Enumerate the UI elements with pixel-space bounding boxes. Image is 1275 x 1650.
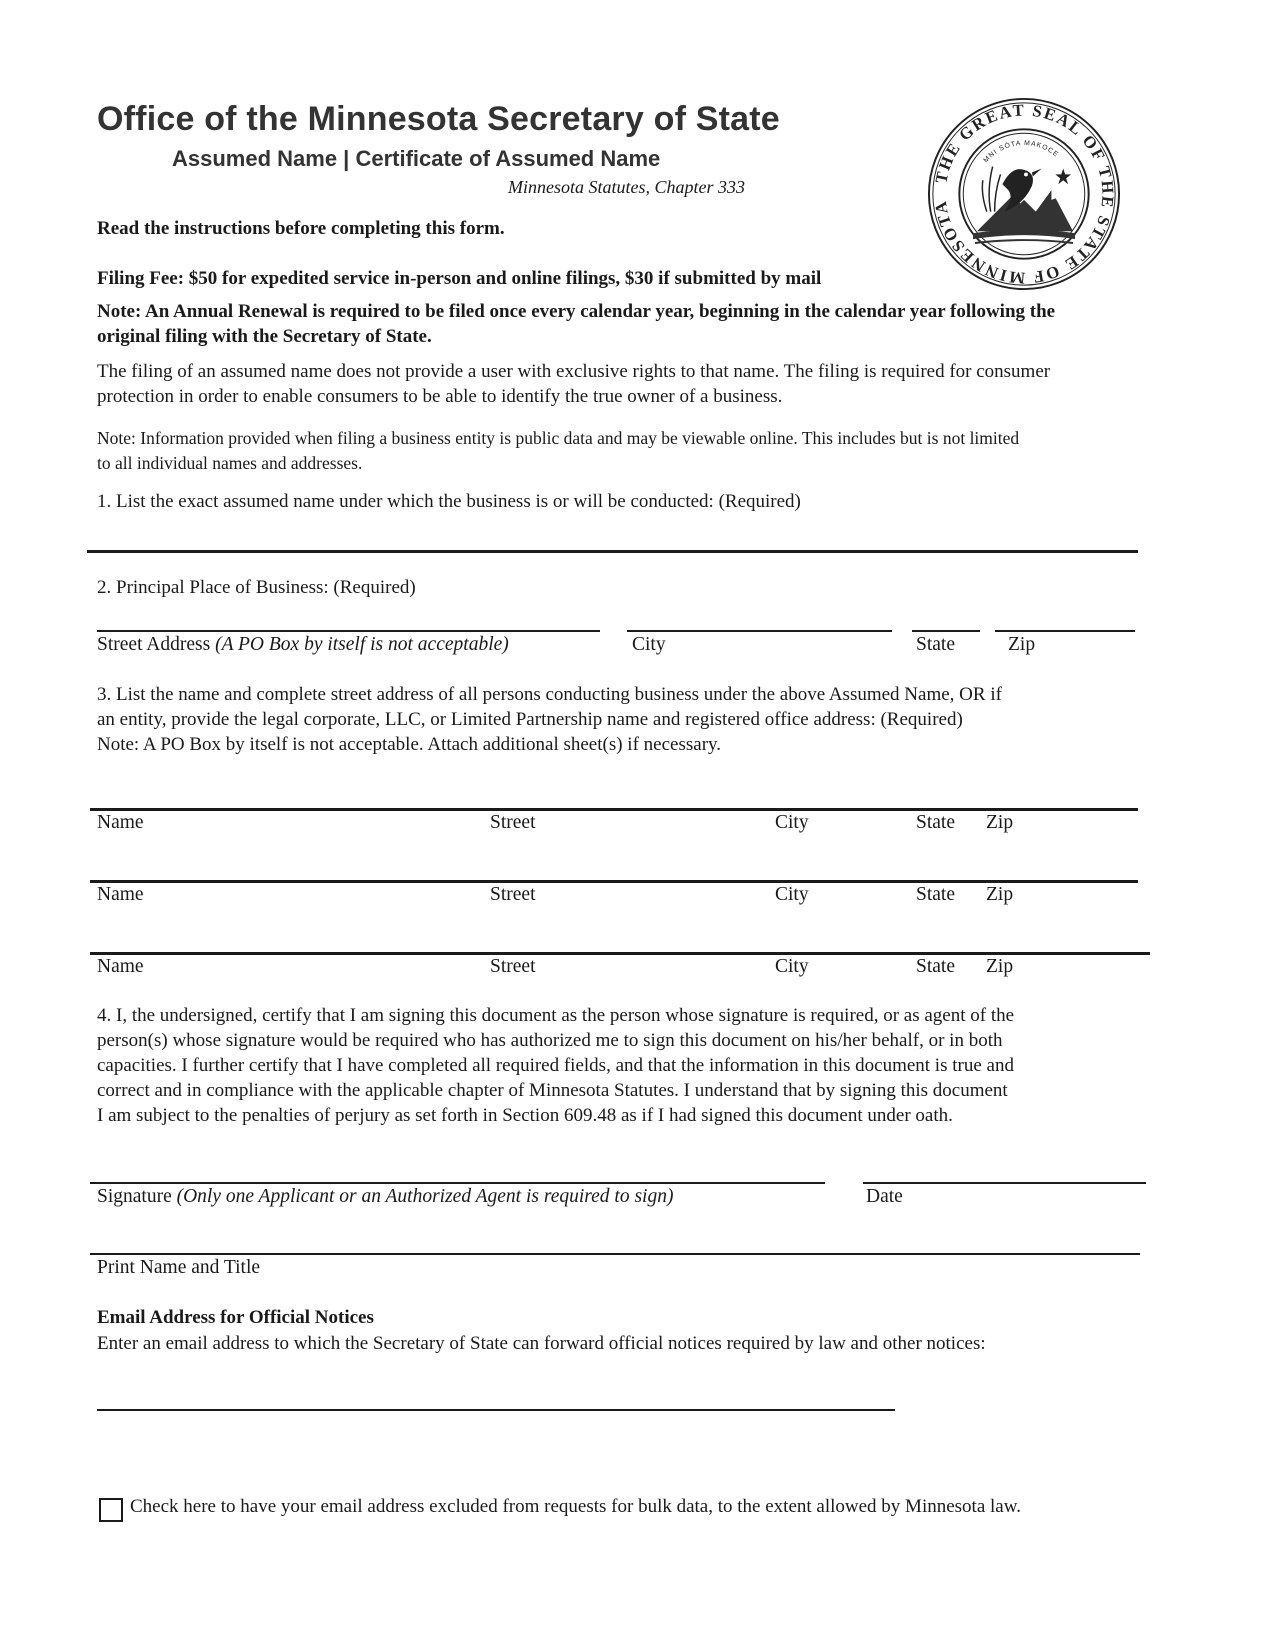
section4-line3: capacities. I further certify that I have completed all required fields, and that the information in this document is true and <box>97 1055 1014 1076</box>
street-address-label: Street Address (A PO Box by itself is not acceptable) <box>97 634 509 655</box>
bulk-data-opt-out-label: Check here to have your email address excluded from requests for bulk data, to the extent allowed by Minnesota law. <box>130 1496 1021 1517</box>
zip-label: Zip <box>1008 634 1036 655</box>
person-row-1-input-line[interactable] <box>90 808 1138 811</box>
office-title: Office of the Minnesota Secretary of State <box>97 100 780 138</box>
renewal-note-line1: Note: An Annual Renewal is required to be filed once every calendar year, beginning in the calendar year following the <box>97 301 1056 322</box>
section1-label: 1. List the exact assumed name under which the business is or will be conducted: (Required) <box>97 491 801 512</box>
person-row-name-label: Name <box>97 884 144 905</box>
person-row-2-input-line[interactable] <box>90 880 1138 883</box>
person-row-street-label: Street <box>490 956 536 977</box>
state-seal-icon <box>926 96 1122 292</box>
person-row-name-label: Name <box>97 956 144 977</box>
person-row-city-label: City <box>775 956 809 977</box>
section3-line1: 3. List the name and complete street address of all persons conducting business under the above Assumed Name, OR if <box>97 684 1002 705</box>
zip-input-line[interactable] <box>995 630 1135 632</box>
person-row-state-label: State <box>916 812 955 833</box>
person-row-zip-label: Zip <box>986 812 1014 833</box>
person-row-city-label: City <box>775 812 809 833</box>
person-row-state-label: State <box>916 956 955 977</box>
street-address-input-line[interactable] <box>97 630 600 632</box>
assumed-name-input-line[interactable] <box>87 550 1138 553</box>
state-input-line[interactable] <box>912 630 980 632</box>
section3-line3: Note: A PO Box by itself is not acceptable. Attach additional sheet(s) if necessary. <box>97 734 722 755</box>
print-name-label: Print Name and Title <box>97 1257 261 1278</box>
person-row-3-input-line[interactable] <box>90 952 1150 955</box>
person-row-street-label: Street <box>490 884 536 905</box>
person-row-city-label: City <box>775 884 809 905</box>
section4-line4: correct and in compliance with the applicable chapter of Minnesota Statutes. I understand that by signing this document <box>97 1080 1008 1101</box>
bulk-data-opt-out-checkbox[interactable] <box>99 1498 123 1522</box>
section3-line2: an entity, provide the legal corporate, LLC, or Limited Partnership name and registered office address: (Required) <box>97 709 963 730</box>
email-input-line[interactable] <box>97 1409 895 1411</box>
person-row-zip-label: Zip <box>986 884 1014 905</box>
city-label: City <box>632 634 666 655</box>
filing-fee: Filing Fee: $50 for expedited service in-person and online filings, $30 if submitted by mail <box>97 268 822 289</box>
section2-label: 2. Principal Place of Business: (Required) <box>97 577 416 598</box>
date-label: Date <box>866 1186 903 1207</box>
public-data-line2: to all individual names and addresses. <box>97 453 363 473</box>
svg-text:THE GREAT SEAL OF THE STATE OF: THE GREAT SEAL OF THE STATE OF MINNESOTA <box>930 100 1118 288</box>
email-instruction: Enter an email address to which the Secretary of State can forward official notices required by law and other notices: <box>97 1333 986 1354</box>
email-heading: Email Address for Official Notices <box>97 1307 374 1328</box>
date-input-line[interactable] <box>863 1182 1146 1184</box>
section4-line2: person(s) whose signature would be required who has authorized me to sign this document on his/her behalf, or in both <box>97 1030 1003 1051</box>
section4-line1: 4. I, the undersigned, certify that I am signing this document as the person whose signature is required, or as agent of the <box>97 1005 1015 1026</box>
public-data-line1: Note: Information provided when filing a business entity is public data and may be viewable online. This includes but is not limited <box>97 428 1020 448</box>
svg-text:MNI SÓTA MAKOCE: MNI SÓTA MAKOCE <box>982 139 1060 165</box>
signature-input-line[interactable] <box>90 1182 825 1184</box>
state-label: State <box>916 634 955 655</box>
read-instructions: Read the instructions before completing this form. <box>97 218 505 239</box>
statute-reference: Minnesota Statutes, Chapter 333 <box>508 177 745 197</box>
print-name-input-line[interactable] <box>90 1253 1140 1255</box>
person-row-name-label: Name <box>97 812 144 833</box>
person-row-zip-label: Zip <box>986 956 1014 977</box>
signature-label: Signature (Only one Applicant or an Authorized Agent is required to sign) <box>97 1186 674 1207</box>
person-row-state-label: State <box>916 884 955 905</box>
renewal-note-line2: original filing with the Secretary of State. <box>97 326 432 347</box>
rights-line2: protection in order to enable consumers to be able to identify the true owner of a business. <box>97 386 783 407</box>
form-title: Assumed Name | Certificate of Assumed Name <box>172 146 661 171</box>
section4-line5: I am subject to the penalties of perjury as set forth in Section 609.48 as if I had signed this document under oath. <box>97 1105 953 1126</box>
rights-line1: The filing of an assumed name does not provide a user with exclusive rights to that name. The filing is required for consumer <box>97 361 1051 382</box>
city-input-line[interactable] <box>627 630 892 632</box>
person-row-street-label: Street <box>490 812 536 833</box>
